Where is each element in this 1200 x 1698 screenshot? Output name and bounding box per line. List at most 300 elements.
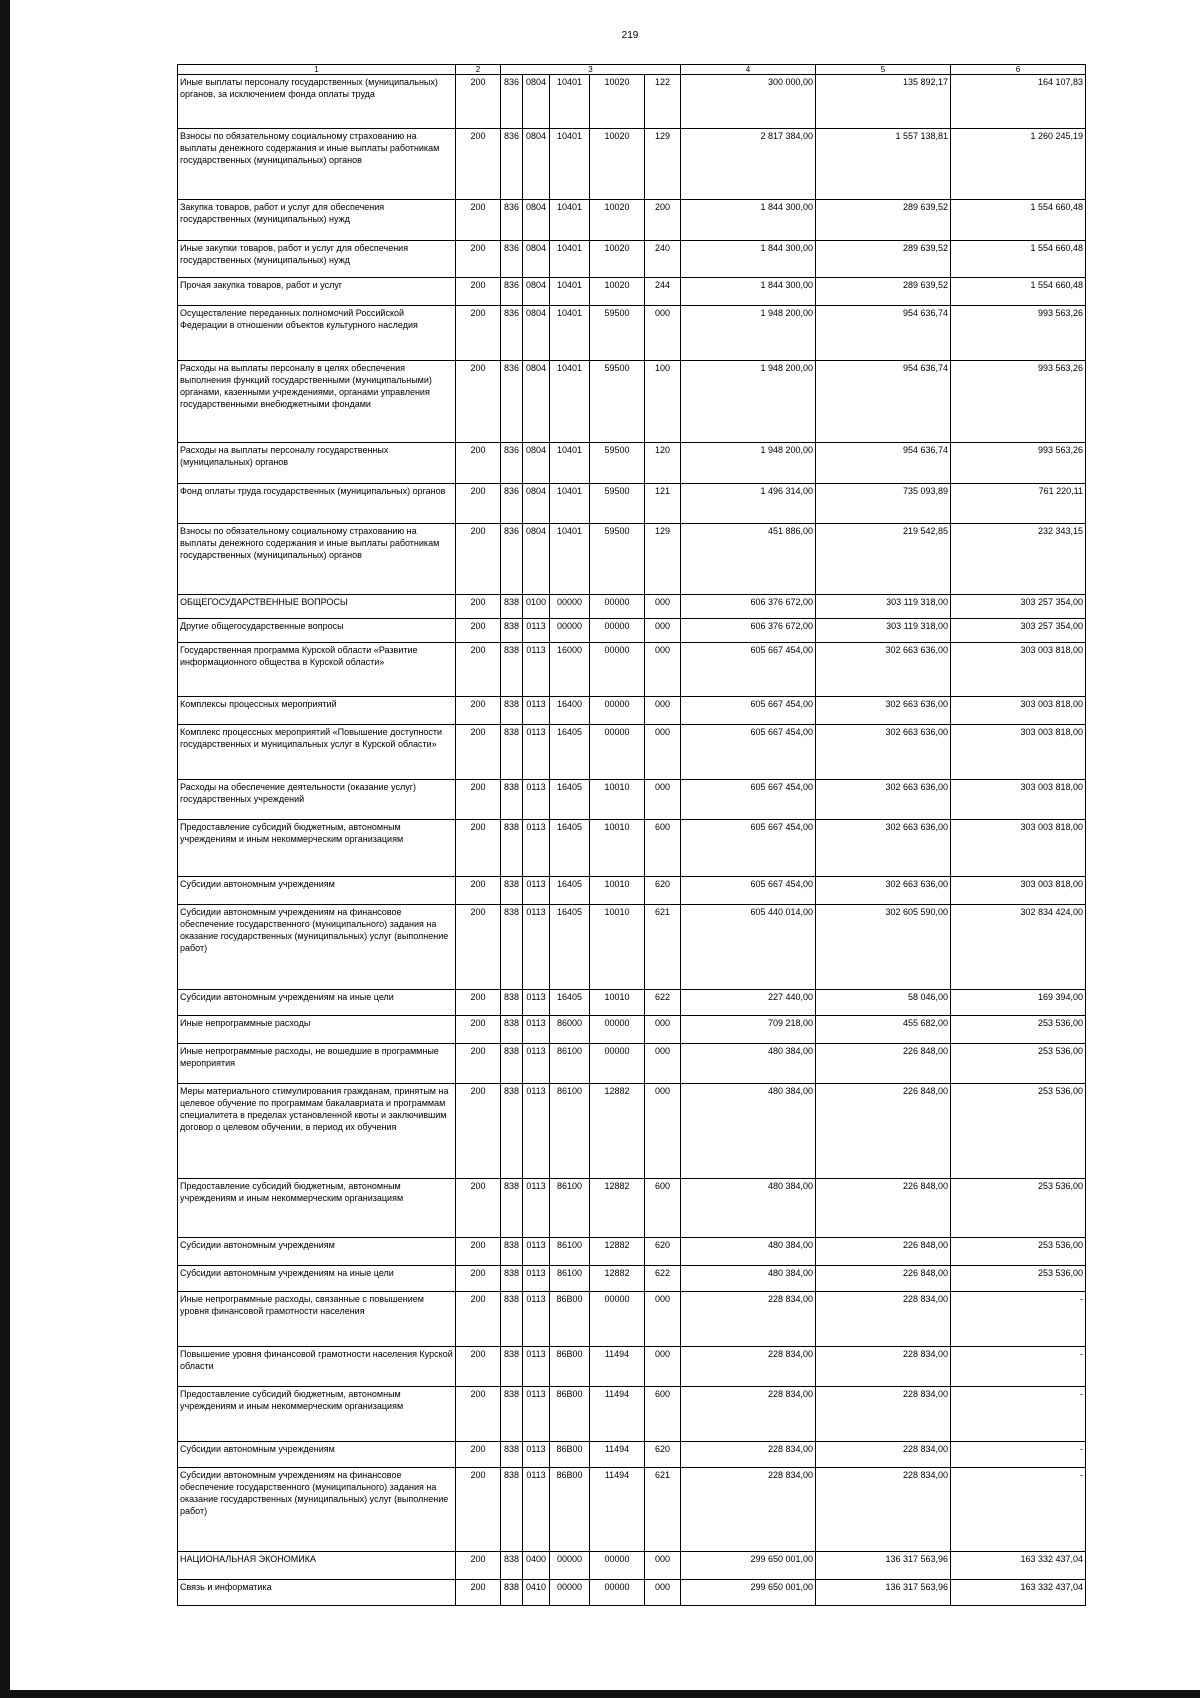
row-expense-type: 621 (645, 1468, 681, 1552)
row-unexecuted: 163 332 437,04 (951, 1580, 1086, 1606)
table-row (178, 905, 1086, 990)
row-code: 200 (456, 1552, 501, 1580)
row-grbs: 838 (501, 1084, 523, 1179)
row-program: 86100 (550, 1238, 590, 1266)
row-unexecuted: 993 563,26 (951, 306, 1086, 361)
row-executed: 226 848,00 (816, 1179, 951, 1238)
row-section: 0113 (523, 1468, 550, 1552)
row-program: 10401 (550, 241, 590, 278)
row-program: 16000 (550, 643, 590, 697)
table-row (178, 1468, 1086, 1552)
row-section: 0113 (523, 905, 550, 990)
row-program: 10401 (550, 129, 590, 200)
row-name: Предоставление субсидий бюджетным, автономным учреждениям и иным некоммерческим организациям (178, 1387, 456, 1442)
row-approved: 1 948 200,00 (681, 361, 816, 443)
row-name: Комплексы процессных мероприятий (178, 697, 456, 725)
row-program: 10401 (550, 75, 590, 129)
row-code: 200 (456, 1179, 501, 1238)
row-section: 0113 (523, 1347, 550, 1387)
row-program: 00000 (550, 619, 590, 643)
row-approved: 605 667 454,00 (681, 820, 816, 877)
row-name: Субсидии автономным учреждениям на финансовое обеспечение государственного (муниципального) задания на оказание государственных (муниципальных) услуг (выполнение работ) (178, 905, 456, 990)
row-direction: 00000 (590, 1016, 645, 1044)
row-code: 200 (456, 443, 501, 484)
row-grbs: 838 (501, 1580, 523, 1606)
row-name: Субсидии автономным учреждениям на финансовое обеспечение государственного (муниципального) задания на оказание государственных (муниципальных) услуг (выполнение работ) (178, 1468, 456, 1552)
row-name: ОБЩЕГОСУДАРСТВЕННЫЕ ВОПРОСЫ (178, 595, 456, 619)
row-grbs: 838 (501, 1044, 523, 1084)
row-expense-type: 622 (645, 990, 681, 1016)
table-row (178, 780, 1086, 820)
row-section: 0113 (523, 1292, 550, 1347)
row-grbs: 838 (501, 1292, 523, 1347)
row-direction: 59500 (590, 443, 645, 484)
row-grbs: 838 (501, 1442, 523, 1468)
row-name: Иные выплаты персоналу государственных (муниципальных) органов, за исключением фонда оплаты труда (178, 75, 456, 129)
scan-border-left (0, 0, 10, 1698)
row-name: Субсидии автономным учреждениям на иные цели (178, 990, 456, 1016)
row-unexecuted: 1 260 245,19 (951, 129, 1086, 200)
row-name: Иные закупки товаров, работ и услуг для обеспечения государственных (муниципальных) нужд (178, 241, 456, 278)
row-section: 0113 (523, 1442, 550, 1468)
row-name: Предоставление субсидий бюджетным, автономным учреждениям и иным некоммерческим организациям (178, 1179, 456, 1238)
row-grbs: 838 (501, 1016, 523, 1044)
row-direction: 00000 (590, 643, 645, 697)
row-expense-type: 600 (645, 1179, 681, 1238)
header-col-3: 3 (501, 65, 681, 75)
row-program: 16405 (550, 820, 590, 877)
row-approved: 606 376 672,00 (681, 595, 816, 619)
row-unexecuted: 253 536,00 (951, 1084, 1086, 1179)
row-direction: 10020 (590, 241, 645, 278)
row-expense-type: 000 (645, 1292, 681, 1347)
row-code: 200 (456, 1387, 501, 1442)
row-approved: 228 834,00 (681, 1292, 816, 1347)
row-code: 200 (456, 1084, 501, 1179)
row-program: 86000 (550, 1016, 590, 1044)
row-program: 16405 (550, 725, 590, 780)
table-row (178, 484, 1086, 524)
header-col-6: 6 (951, 65, 1086, 75)
row-program: 10401 (550, 361, 590, 443)
row-approved: 480 384,00 (681, 1238, 816, 1266)
row-program: 16400 (550, 697, 590, 725)
header-col-1: 1 (178, 65, 456, 75)
row-executed: 135 892,17 (816, 75, 951, 129)
row-unexecuted: 303 257 354,00 (951, 595, 1086, 619)
row-approved: 480 384,00 (681, 1044, 816, 1084)
row-section: 0113 (523, 643, 550, 697)
row-grbs: 838 (501, 643, 523, 697)
row-program: 10401 (550, 484, 590, 524)
row-unexecuted: 303 003 818,00 (951, 820, 1086, 877)
table-row (178, 1552, 1086, 1580)
row-approved: 1 844 300,00 (681, 278, 816, 306)
row-program: 16405 (550, 990, 590, 1016)
row-direction: 59500 (590, 361, 645, 443)
row-expense-type: 121 (645, 484, 681, 524)
row-expense-type: 000 (645, 725, 681, 780)
row-program: 86В00 (550, 1442, 590, 1468)
table-row (178, 595, 1086, 619)
row-unexecuted: 303 003 818,00 (951, 725, 1086, 780)
row-unexecuted: 303 003 818,00 (951, 697, 1086, 725)
row-expense-type: 000 (645, 1044, 681, 1084)
row-code: 200 (456, 1347, 501, 1387)
row-approved: 299 650 001,00 (681, 1580, 816, 1606)
row-grbs: 836 (501, 524, 523, 595)
row-unexecuted: - (951, 1468, 1086, 1552)
row-program: 86100 (550, 1179, 590, 1238)
row-grbs: 838 (501, 595, 523, 619)
table-row (178, 1292, 1086, 1347)
row-section: 0113 (523, 619, 550, 643)
row-approved: 605 667 454,00 (681, 877, 816, 905)
table-row (178, 1238, 1086, 1266)
row-section: 0804 (523, 200, 550, 241)
row-section: 0400 (523, 1552, 550, 1580)
row-section: 0804 (523, 524, 550, 595)
row-direction: 10020 (590, 75, 645, 129)
row-unexecuted: 253 536,00 (951, 1179, 1086, 1238)
row-grbs: 838 (501, 820, 523, 877)
row-code: 200 (456, 1442, 501, 1468)
row-expense-type: 000 (645, 1580, 681, 1606)
row-executed: 1 557 138,81 (816, 129, 951, 200)
row-section: 0410 (523, 1580, 550, 1606)
row-grbs: 836 (501, 361, 523, 443)
row-expense-type: 000 (645, 697, 681, 725)
row-code: 200 (456, 780, 501, 820)
row-executed: 954 636,74 (816, 443, 951, 484)
row-section: 0804 (523, 361, 550, 443)
page-number: 219 (621, 30, 639, 41)
row-section: 0113 (523, 697, 550, 725)
row-unexecuted: 163 332 437,04 (951, 1552, 1086, 1580)
row-direction: 10010 (590, 990, 645, 1016)
table-row (178, 1084, 1086, 1179)
row-name: Связь и информатика (178, 1580, 456, 1606)
row-approved: 605 667 454,00 (681, 780, 816, 820)
row-unexecuted: 302 834 424,00 (951, 905, 1086, 990)
row-direction: 10020 (590, 278, 645, 306)
table-row (178, 643, 1086, 697)
row-section: 0113 (523, 877, 550, 905)
row-expense-type: 129 (645, 129, 681, 200)
row-executed: 228 834,00 (816, 1387, 951, 1442)
row-executed: 455 682,00 (816, 1016, 951, 1044)
row-direction: 59500 (590, 524, 645, 595)
row-grbs: 838 (501, 725, 523, 780)
row-unexecuted: 1 554 660,48 (951, 200, 1086, 241)
row-code: 200 (456, 278, 501, 306)
row-unexecuted: 1 554 660,48 (951, 241, 1086, 278)
row-executed: 226 848,00 (816, 1238, 951, 1266)
table-row (178, 820, 1086, 877)
row-program: 86В00 (550, 1347, 590, 1387)
row-unexecuted: 303 003 818,00 (951, 780, 1086, 820)
table-row (178, 1044, 1086, 1084)
row-expense-type: 122 (645, 75, 681, 129)
row-grbs: 836 (501, 75, 523, 129)
row-code: 200 (456, 129, 501, 200)
row-direction: 10010 (590, 877, 645, 905)
row-approved: 1 948 200,00 (681, 443, 816, 484)
row-grbs: 836 (501, 241, 523, 278)
scan-border-bottom (0, 1690, 1200, 1698)
row-name: Предоставление субсидий бюджетным, автономным учреждениям и иным некоммерческим организациям (178, 820, 456, 877)
row-section: 0113 (523, 1266, 550, 1292)
table-row (178, 1387, 1086, 1442)
row-program: 16405 (550, 905, 590, 990)
row-name: Комплекс процессных мероприятий «Повышение доступности государственных и муниципальных услуг в Курской области» (178, 725, 456, 780)
table-row (178, 1179, 1086, 1238)
row-name: Другие общегосударственные вопросы (178, 619, 456, 643)
row-expense-type: 000 (645, 595, 681, 619)
row-section: 0113 (523, 1084, 550, 1179)
row-direction: 00000 (590, 1580, 645, 1606)
row-grbs: 838 (501, 1552, 523, 1580)
row-code: 200 (456, 75, 501, 129)
row-unexecuted: 253 536,00 (951, 1016, 1086, 1044)
row-code: 200 (456, 905, 501, 990)
row-approved: 605 667 454,00 (681, 697, 816, 725)
row-grbs: 836 (501, 306, 523, 361)
row-expense-type: 000 (645, 306, 681, 361)
row-approved: 227 440,00 (681, 990, 816, 1016)
row-name: Субсидии автономным учреждениям (178, 877, 456, 905)
row-program: 86В00 (550, 1292, 590, 1347)
row-grbs: 838 (501, 1238, 523, 1266)
row-unexecuted: 303 257 354,00 (951, 619, 1086, 643)
row-expense-type: 240 (645, 241, 681, 278)
row-code: 200 (456, 1292, 501, 1347)
row-section: 0113 (523, 1044, 550, 1084)
row-expense-type: 200 (645, 200, 681, 241)
row-direction: 10010 (590, 780, 645, 820)
row-expense-type: 620 (645, 877, 681, 905)
row-grbs: 838 (501, 697, 523, 725)
row-code: 200 (456, 643, 501, 697)
row-code: 200 (456, 877, 501, 905)
row-direction: 00000 (590, 595, 645, 619)
row-approved: 709 218,00 (681, 1016, 816, 1044)
row-name: Иные непрограммные расходы (178, 1016, 456, 1044)
row-program: 10401 (550, 278, 590, 306)
row-direction: 00000 (590, 725, 645, 780)
row-expense-type: 244 (645, 278, 681, 306)
row-expense-type: 000 (645, 619, 681, 643)
row-section: 0804 (523, 443, 550, 484)
row-unexecuted: 303 003 818,00 (951, 643, 1086, 697)
row-approved: 605 440 014,00 (681, 905, 816, 990)
row-grbs: 836 (501, 278, 523, 306)
row-name: Осуществление переданных полномочий Российской Федерации в отношении объектов культурного наследия (178, 306, 456, 361)
row-code: 200 (456, 725, 501, 780)
table-row (178, 725, 1086, 780)
row-executed: 735 093,89 (816, 484, 951, 524)
row-direction: 12882 (590, 1238, 645, 1266)
row-approved: 480 384,00 (681, 1179, 816, 1238)
row-approved: 1 496 314,00 (681, 484, 816, 524)
row-approved: 228 834,00 (681, 1468, 816, 1552)
row-executed: 226 848,00 (816, 1044, 951, 1084)
row-direction: 10020 (590, 200, 645, 241)
row-direction: 00000 (590, 1552, 645, 1580)
row-program: 16405 (550, 780, 590, 820)
header-col-5: 5 (816, 65, 951, 75)
row-name: Субсидии автономным учреждениям (178, 1238, 456, 1266)
table-row (178, 1016, 1086, 1044)
row-approved: 605 667 454,00 (681, 725, 816, 780)
row-expense-type: 000 (645, 1347, 681, 1387)
row-expense-type: 000 (645, 643, 681, 697)
row-section: 0113 (523, 725, 550, 780)
row-name: Взносы по обязательному социальному страхованию на выплаты денежного содержания и иные выплаты работникам государственных (муниципальных) органов (178, 129, 456, 200)
row-executed: 136 317 563,96 (816, 1580, 951, 1606)
row-executed: 219 542,85 (816, 524, 951, 595)
row-program: 10401 (550, 524, 590, 595)
row-grbs: 838 (501, 780, 523, 820)
row-unexecuted: 164 107,83 (951, 75, 1086, 129)
row-grbs: 836 (501, 129, 523, 200)
row-expense-type: 620 (645, 1238, 681, 1266)
row-program: 86100 (550, 1044, 590, 1084)
row-name: Субсидии автономным учреждениям на иные цели (178, 1266, 456, 1292)
row-executed: 302 663 636,00 (816, 643, 951, 697)
row-section: 0113 (523, 1238, 550, 1266)
row-unexecuted: - (951, 1347, 1086, 1387)
row-section: 0113 (523, 780, 550, 820)
row-direction: 59500 (590, 306, 645, 361)
row-executed: 302 663 636,00 (816, 697, 951, 725)
row-executed: 228 834,00 (816, 1292, 951, 1347)
table-row (178, 697, 1086, 725)
row-grbs: 838 (501, 905, 523, 990)
row-program: 86100 (550, 1084, 590, 1179)
table-row (178, 241, 1086, 278)
table-row (178, 1266, 1086, 1292)
row-program: 10401 (550, 306, 590, 361)
row-direction: 59500 (590, 484, 645, 524)
row-section: 0113 (523, 1387, 550, 1442)
row-executed: 289 639,52 (816, 278, 951, 306)
row-program: 00000 (550, 1580, 590, 1606)
row-approved: 1 844 300,00 (681, 241, 816, 278)
row-expense-type: 622 (645, 1266, 681, 1292)
row-direction: 10010 (590, 820, 645, 877)
row-direction: 12882 (590, 1084, 645, 1179)
row-executed: 289 639,52 (816, 241, 951, 278)
row-unexecuted: - (951, 1292, 1086, 1347)
row-code: 200 (456, 241, 501, 278)
row-approved: 228 834,00 (681, 1442, 816, 1468)
row-section: 0113 (523, 990, 550, 1016)
row-direction: 00000 (590, 1292, 645, 1347)
row-code: 200 (456, 1016, 501, 1044)
row-name: Расходы на обеспечение деятельности (оказание услуг) государственных учреждений (178, 780, 456, 820)
row-unexecuted: 253 536,00 (951, 1044, 1086, 1084)
row-expense-type: 600 (645, 1387, 681, 1442)
row-name: Иные непрограммные расходы, связанные с повышением уровня финансовой грамотности населения (178, 1292, 456, 1347)
row-grbs: 838 (501, 1179, 523, 1238)
row-executed: 226 848,00 (816, 1266, 951, 1292)
row-section: 0113 (523, 1016, 550, 1044)
row-executed: 228 834,00 (816, 1442, 951, 1468)
table-row (178, 443, 1086, 484)
row-code: 200 (456, 697, 501, 725)
row-unexecuted: 253 536,00 (951, 1238, 1086, 1266)
row-expense-type: 129 (645, 524, 681, 595)
table-row (178, 524, 1086, 595)
row-program: 00000 (550, 595, 590, 619)
row-approved: 605 667 454,00 (681, 643, 816, 697)
row-executed: 303 119 318,00 (816, 619, 951, 643)
row-grbs: 838 (501, 1387, 523, 1442)
row-direction: 11494 (590, 1387, 645, 1442)
row-grbs: 838 (501, 877, 523, 905)
row-executed: 302 663 636,00 (816, 725, 951, 780)
row-unexecuted: - (951, 1387, 1086, 1442)
row-unexecuted: 1 554 660,48 (951, 278, 1086, 306)
row-approved: 480 384,00 (681, 1084, 816, 1179)
row-executed: 302 605 590,00 (816, 905, 951, 990)
row-name: Взносы по обязательному социальному страхованию на выплаты денежного содержания и иные выплаты работникам государственных (муниципальных) органов (178, 524, 456, 595)
row-executed: 302 663 636,00 (816, 820, 951, 877)
row-executed: 954 636,74 (816, 306, 951, 361)
row-program: 86В00 (550, 1468, 590, 1552)
row-name: Иные непрограммные расходы, не вошедшие в программные мероприятия (178, 1044, 456, 1084)
row-section: 0804 (523, 129, 550, 200)
row-grbs: 836 (501, 200, 523, 241)
row-unexecuted: 169 394,00 (951, 990, 1086, 1016)
row-direction: 00000 (590, 619, 645, 643)
row-approved: 2 817 384,00 (681, 129, 816, 200)
row-direction: 10020 (590, 129, 645, 200)
table-row (178, 619, 1086, 643)
row-direction: 12882 (590, 1179, 645, 1238)
row-code: 200 (456, 990, 501, 1016)
row-unexecuted: 303 003 818,00 (951, 877, 1086, 905)
row-program: 86100 (550, 1266, 590, 1292)
row-grbs: 836 (501, 484, 523, 524)
row-code: 200 (456, 820, 501, 877)
table-row (178, 1580, 1086, 1606)
row-program: 10401 (550, 200, 590, 241)
table-row (178, 1347, 1086, 1387)
row-code: 200 (456, 1238, 501, 1266)
row-approved: 1 844 300,00 (681, 200, 816, 241)
row-approved: 228 834,00 (681, 1387, 816, 1442)
row-unexecuted: 761 220,11 (951, 484, 1086, 524)
row-grbs: 838 (501, 990, 523, 1016)
row-direction: 00000 (590, 697, 645, 725)
row-program: 16405 (550, 877, 590, 905)
row-code: 200 (456, 1468, 501, 1552)
row-name: Прочая закупка товаров, работ и услуг (178, 278, 456, 306)
row-code: 200 (456, 1266, 501, 1292)
row-section: 0804 (523, 75, 550, 129)
row-expense-type: 100 (645, 361, 681, 443)
row-code: 200 (456, 1044, 501, 1084)
row-approved: 1 948 200,00 (681, 306, 816, 361)
row-program: 00000 (550, 1552, 590, 1580)
row-direction: 00000 (590, 1044, 645, 1084)
row-expense-type: 621 (645, 905, 681, 990)
row-executed: 58 046,00 (816, 990, 951, 1016)
header-col-4: 4 (681, 65, 816, 75)
table-row (178, 306, 1086, 361)
